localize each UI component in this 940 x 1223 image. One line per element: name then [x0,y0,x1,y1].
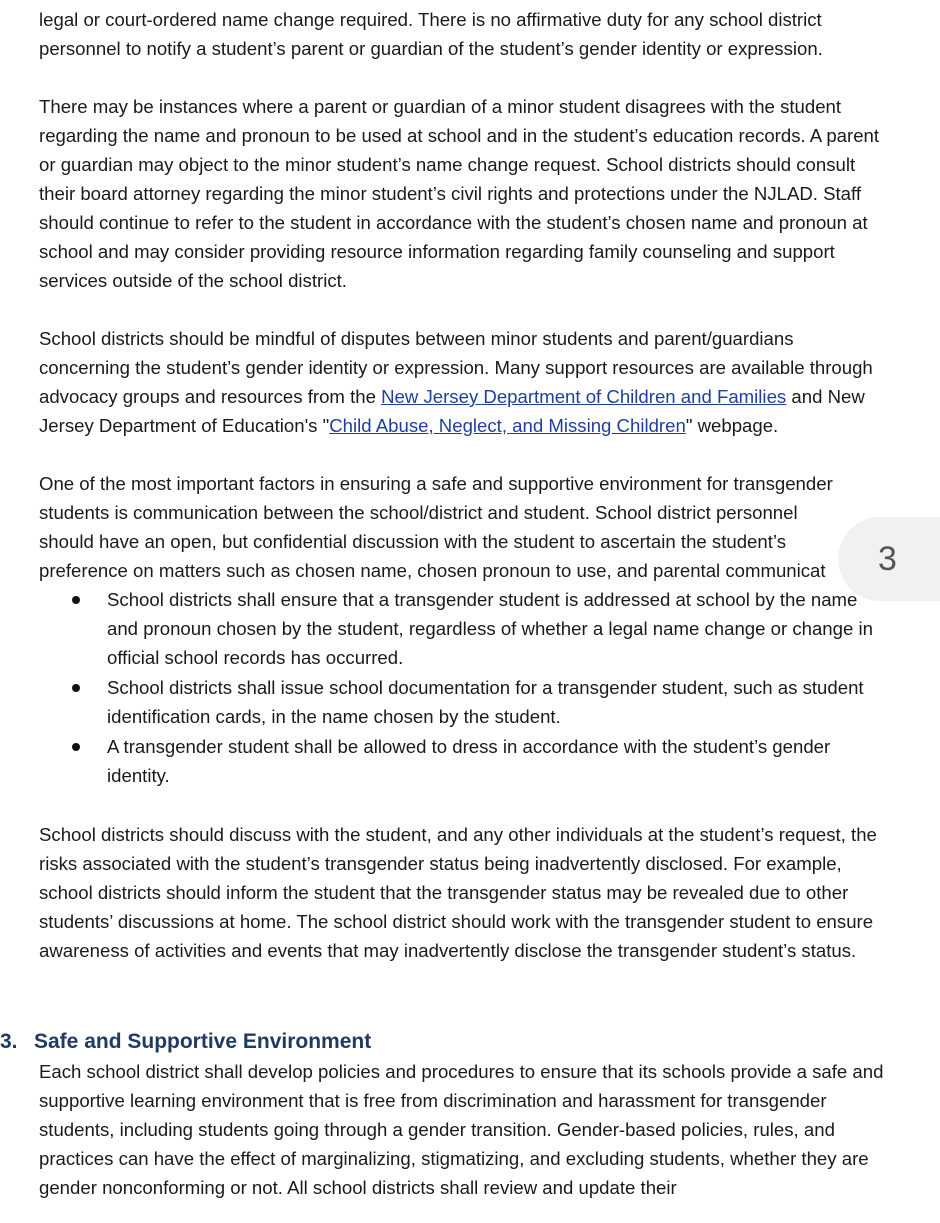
paragraph-parent-disagreement: There may be instances where a parent or guardian of a minor student disagrees with the student regarding the name and pronoun to be used at school and in the student’s education records. A parent or guardian may object to the minor student’s name change request. School districts should consult their board attorney regarding the minor student’s civil rights and protections under the NJLAD. Staff should continue to refer to the student in accordance with the student’s chosen name and pronoun at school and may consider providing resource information regarding family counseling and support services outside of the school district. [39,96,880,291]
child-abuse-link[interactable]: Child Abuse, Neglect, and Missing Children [329,415,686,436]
section-number: 3. [0,1030,18,1053]
list-item [39,585,889,672]
section-heading [0,1026,371,1058]
disputes-text-start: School districts should be mindful of disputes between minor students and parent/guardians concerning the student’s gender identity or expression. Many support resources are available through advocacy groups and resources from the [39,328,873,407]
dcf-link[interactable]: New Jersey Department of Children and Families [381,386,787,407]
list-item-text: School districts shall issue school documentation for a transgender student, such as student identification cards, in the name chosen by the student. [107,677,864,727]
paragraph-safe-environment: Each school district shall develop policies and procedures to ensure that its schools provide a safe and supportive learning environment that is free from discrimination and harassment for transgender students, including students going through a gender transition. Gender-based policies, rules, and practices can have the effect of marginalizing, stigmatizing, and excluding students, whether they are gender nonconforming or not. All school districts shall review and update their [39,1061,884,1198]
list-item [39,732,889,790]
page-number-indicator [838,517,940,601]
communication-line: students is communication between the school/district and student. School district personnel [39,502,798,523]
bullet-icon [72,596,80,604]
communication-line: should have an open, but confidential discussion with the student to ascertain the student’s [39,531,787,552]
list-item-text: School districts shall ensure that a transgender student is addressed at school by the name and pronoun chosen by the student, regardless of whether a legal name change or change in official school records has occurred. [107,589,873,668]
disputes-text-end: " webpage. [685,415,779,436]
list-item [39,673,889,731]
communication-line: One of the most important factors in ensuring a safe and supportive environment for transgender [39,473,833,494]
section-title: Safe and Supportive Environment [34,1030,372,1053]
paragraph-communication [39,469,889,585]
bullet-icon [72,743,80,751]
page-number: 3 [878,540,897,578]
paragraph-disputes [39,324,889,440]
document-body [39,5,889,965]
paragraph-no-duty: legal or court-ordered name change required. There is no affirmative duty for any school district personnel to notify a student’s parent or guardian of the student’s gender identity or expression. [39,9,823,59]
paragraph-disclosure-risks: School districts should discuss with the student, and any other individuals at the student’s request, the risks associated with the student’s transgender status being inadvertently disclosed. For example, school districts should inform the student that the transgender status may be revealed due to other students’ discussions at home. The school district should work with the transgender student to ensure awareness of activities and events that may inadvertently disclose the transgender student’s status. [39,824,877,961]
disputes-text-middle: and New Jersey Department of Education's " [39,386,865,436]
bullet-icon [72,684,80,692]
communication-line: preference on matters such as chosen name, chosen pronoun to use, and parental communicat [39,560,826,581]
requirements-list [39,585,889,790]
list-item-text: A transgender student shall be allowed to dress in accordance with the student’s gender identity. [107,736,831,786]
section-body [39,1057,889,1202]
